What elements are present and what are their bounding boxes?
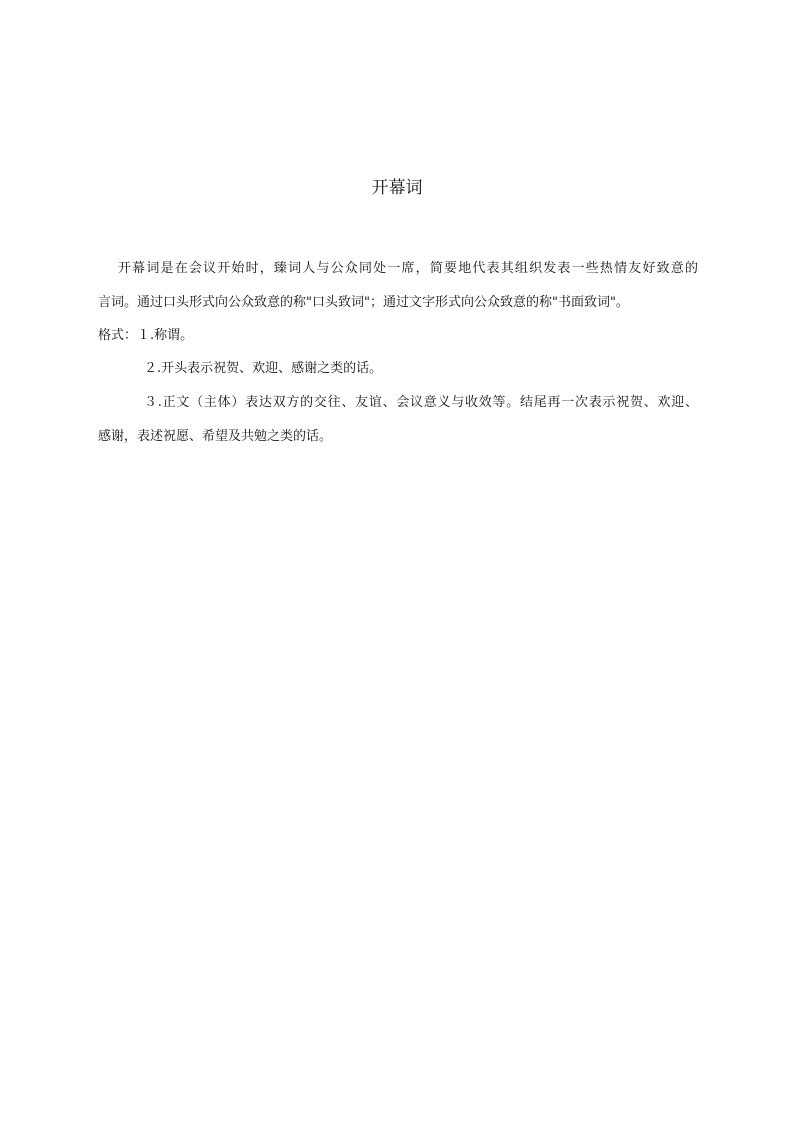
paragraph-line: 言词。通过口头形式向公众致意的称"口头致词"；通过文字形式向公众致意的称"书面致词"。 <box>98 295 629 310</box>
paragraph-line: 开幕词是在会议开始时，臻词人与公众同处一席，简要地代表其组织发表一些热情友好致意的 <box>118 261 698 276</box>
format-heading: 格式：１.称谓。 <box>98 328 194 343</box>
format-item-2: ２.开头表示祝贺、欢迎、感谢之类的话。 <box>144 361 383 376</box>
format-item-3: ３.正文（主体）表达双方的交往、友谊、会议意义与收效等。结尾再一次表示祝贺、欢迎、 <box>144 395 698 410</box>
paragraph-line: 感谢，表述祝愿、希望及共勉之类的话。 <box>98 429 333 444</box>
document-title: 开幕词 <box>371 178 423 198</box>
